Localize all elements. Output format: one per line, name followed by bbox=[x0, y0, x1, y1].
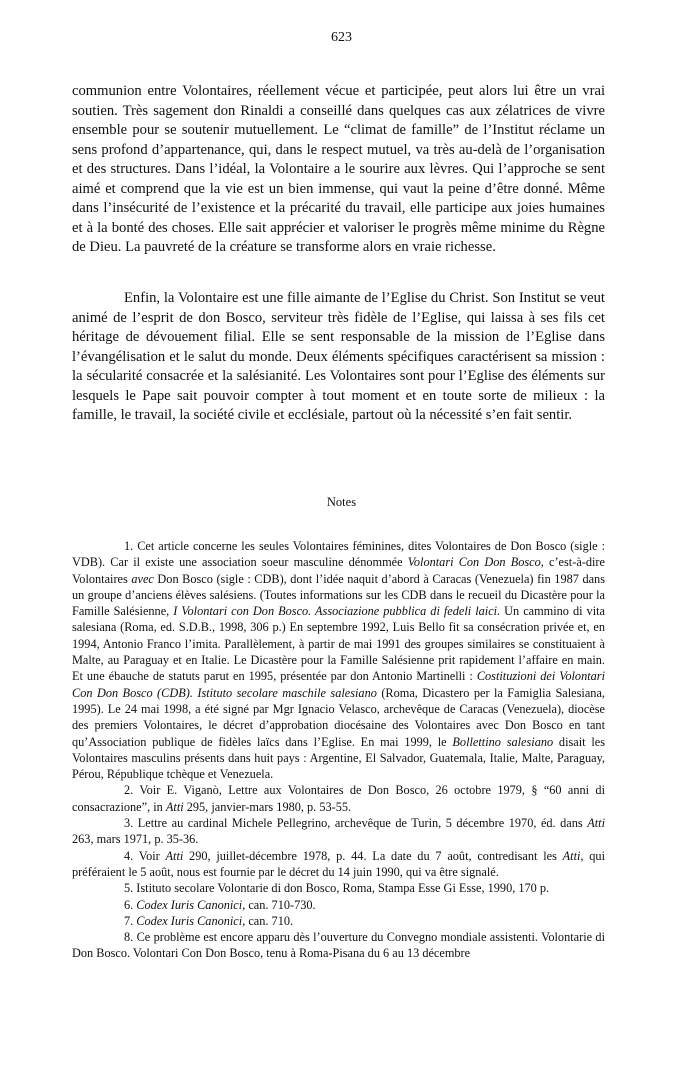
page-number: 623 bbox=[331, 30, 352, 45]
footnote-italic-text: I Volontari con Don Bosco. Associazione pubblica di fedeli laici. bbox=[173, 604, 501, 619]
paragraph-text: Enfin, la Volontaire est une fille aimante de l’Eglise du Christ. Son Institut se veut animé de l’esprit de don Bosco, serviteur très fidèle de l’Eglise, qui laissa à ses fils cet héritage de dévouement filial. Elle se sent responsable de la mission de l’Eglise dans l’évangélisation et le salut du monde. Deux éléments spécifiques caractérisent sa mission : la sécularité consacrée et la salésianité. Les Volontaires sont pour l’Eglise des éléments sur lesquels le Pape sait pouvoir compter à tout moment et en toute sorte de milieux : la famille, le travail, la société civile et ecclésiale, partout où la nécessité s’en fait sentir. bbox=[72, 290, 605, 423]
body-paragraph bbox=[72, 289, 605, 426]
footnote-text: 8. Ce problème est encore apparu dès l’ouverture du Convegno mondiale assistenti. Volontarie di Don Bosco. Volontari Con Don Bosco, tenu à Roma-Pisana du 6 au 13 décembre bbox=[72, 930, 605, 961]
footnote bbox=[72, 913, 605, 929]
footnote-italic-text: Atti bbox=[587, 816, 605, 831]
footnote-italic-text: Codex Iuris Canonici bbox=[136, 897, 243, 912]
footnote-text: , c’est-à-dire Volontaires bbox=[72, 555, 605, 586]
footnote-text: 295, janvier-mars 1980, p. 53-55. bbox=[183, 799, 352, 814]
notes-section bbox=[72, 538, 605, 962]
footnote-italic-text: Volontari Con Don Bosco bbox=[407, 555, 541, 570]
footnote-text: 3. Lettre au cardinal Michele Pellegrino, archevêque de Turin, 5 décembre 1970, éd. dans bbox=[124, 816, 588, 831]
footnote-text: (Roma, Dicastero per la Famiglia Salesiana, 1995). Le 24 mai 1998, a été signé par Mgr Ignacio Velasco, archevêque de Caracas (Venezuela), diocèse des premiers Volontaires, le décret d’approbation diocésaine des Volontaires avec Don Bosco en tant qu’Association publique de fidèles laïcs dans l’Eglise. En mai 1999, le bbox=[72, 685, 605, 749]
footnote-italic-text: Codex Iuris Canonici bbox=[136, 913, 243, 928]
footnote-text: 6. bbox=[124, 897, 137, 912]
footnote-italic-text: Atti bbox=[562, 848, 581, 863]
footnote bbox=[72, 538, 605, 782]
footnote-text: 5. Istituto secolare Volontarie di don Bosco, Roma, Stampa Esse Gi Esse, 1990, 170 p. bbox=[124, 881, 550, 896]
footnote-text: , can. 710-730. bbox=[242, 897, 316, 912]
footnote-text: 290, juillet-décembre 1978, p. 44. La date du 7 août, contredisant les bbox=[183, 848, 563, 863]
footnote-text: 2. Voir E. Viganò, Lettre aux Volontaires de Don Bosco, 26 octobre 1979, § “60 anni di consacrazione”, in bbox=[72, 783, 605, 814]
footnote-text: 7. bbox=[124, 913, 137, 928]
footnote-italic-text: avec bbox=[131, 571, 154, 586]
footnote-text: , qui préféraient le 5 août, nous est fournie par le décret du 14 juin 1990, qui va être signalé. bbox=[72, 848, 605, 879]
footnote-text: disait les Volontaires masculins présents dans huit pays : Argentine, El Salvador, Guatemala, Italie, Malte, Paraguay, Pérou, République tchèque et Venezuela. bbox=[72, 734, 606, 782]
footnote bbox=[72, 848, 605, 881]
footnote-text: 4. Voir bbox=[124, 848, 166, 863]
paragraph-text: communion entre Volontaires, réellement vécue et participée, peut alors lui être un vrai soutien. Très sagement don Rinaldi a conseillé dans quelques cas aux zélatrices de vivre ensemble pour se soutenir mutuellement. Le “climat de famille” de l’Institut réclame un sens profond d’appartenance, qui, dans le respect mutuel, va très au-delà de l’organisation et des structures. Dans l’idéal, la Volontaire a le sourire aux lèvres. Qui l’approche se sent aimé et comprend que la vie est un bien immense, qui vaut la peine d’être donné. Même dans l’insécurité de l’existence et la précarité du travail, elle participe aux joies humaines et à la bonté des choses. Elle sait apprécier et valoriser le progrès même minime du Règne de Dieu. La pauvreté de la créature se transforme alors en vraie richesse. bbox=[72, 83, 605, 255]
footnote-text: 263, mars 1971, p. 35-36. bbox=[72, 832, 199, 847]
footnote-italic-text: Atti bbox=[165, 799, 184, 814]
footnote-italic-text: Bollettino salesiano bbox=[452, 734, 554, 749]
footnote-text: Un cammino di vita salesiana (Roma, ed. S.D.B., 1998, 306 p.) En septembre 1992, Luis Bello fit sa consécration privée et, en 1994, Antonio Franco l’imita. Parallèlement, à partir de mai 1991 des groupes similaires se constituaient à Malte, au Paraguay et en Italie. Le Dicastère pour la Famille Salésienne prit rapidement l’affaire en main. Et une ébauche de statuts parut en 1995, présentée par don Antonio Martinelli : bbox=[72, 604, 605, 684]
footnote-text: 1. Cet article concerne les seules Volontaires féminines, dites Volontaires de Don Bosco (sigle : VDB). Car il existe une association soeur masculine dénommée bbox=[72, 539, 605, 570]
footnote bbox=[72, 782, 605, 815]
notes-heading: Notes bbox=[326, 495, 357, 509]
footnote-italic-text: Costituzioni dei Volontari Con Don Bosco (CDB). Istituto secolare maschile salesiano bbox=[72, 669, 605, 700]
footnote-text: , can. 710. bbox=[242, 913, 294, 928]
footnote bbox=[72, 897, 605, 913]
footnote bbox=[72, 815, 605, 848]
footnote bbox=[72, 880, 605, 896]
footnote bbox=[72, 929, 605, 962]
body-paragraph bbox=[72, 82, 605, 258]
footnote-text: Don Bosco (sigle : CDB), dont l’idée naquit d’abord à Caracas (Venezuela) fin 1987 dans un groupe d’anciens élèves salésiens. (Toutes informations sur les CDB dans le recueil du Dicastère pour la Famille Salésienne, bbox=[72, 571, 605, 619]
footnote-italic-text: Atti bbox=[165, 848, 184, 863]
